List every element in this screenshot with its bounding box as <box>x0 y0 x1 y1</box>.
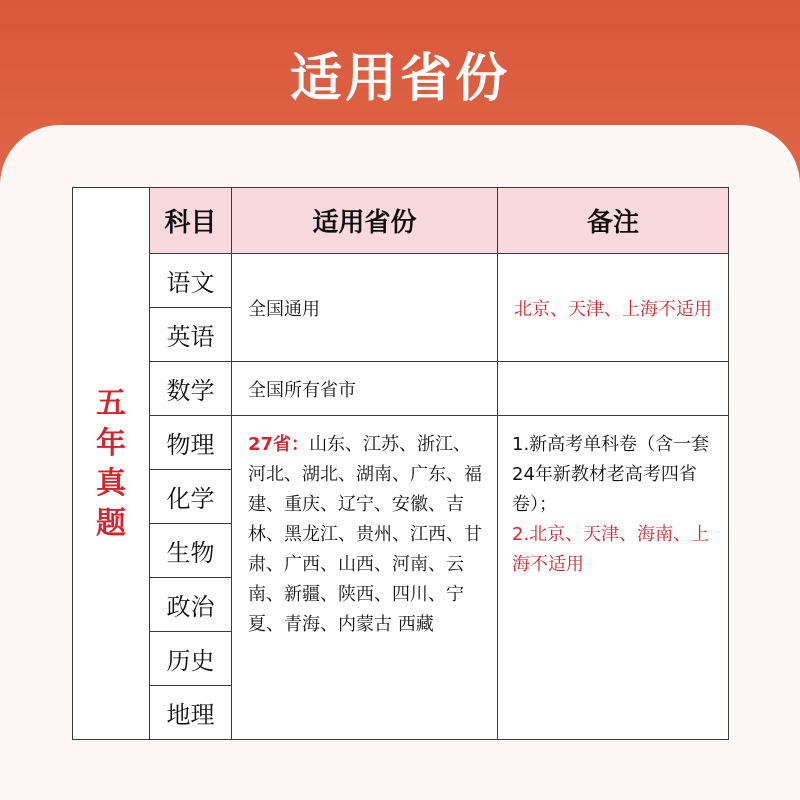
provinces-cell: 全国通用 <box>232 254 498 362</box>
header-notes: 备注 <box>498 188 729 254</box>
provinces-cell <box>232 416 498 740</box>
subject-cell: 政治 <box>150 578 232 632</box>
subject-cell: 语文 <box>150 254 232 308</box>
note-cell <box>498 416 729 740</box>
page-title: 适用省份 <box>289 49 510 109</box>
note-item-2: 2.北京、天津、海南、上海不适用 <box>512 524 710 575</box>
provinces-cell: 全国所有省市 <box>232 362 498 416</box>
province-list: 山东、江苏、浙江、河北、湖北、湖南、广东、福建、重庆、辽宁、安徽、吉林、黑龙江、贵州、江西、甘肃、广西、山西、河南、云南、新疆、陕西、四川、宁夏、青海、内蒙古 西藏 <box>248 434 482 635</box>
table-header-row <box>73 188 729 254</box>
header-subject: 科目 <box>150 188 232 254</box>
table-row <box>73 416 729 470</box>
note-item-1: 1.新高考单科卷（含一套24年新教材老高考四省卷）； <box>512 434 710 515</box>
subject-cell: 物理 <box>150 416 232 470</box>
subject-cell: 化学 <box>150 470 232 524</box>
side-cell <box>73 188 150 740</box>
subject-cell: 地理 <box>150 686 232 740</box>
subject-cell: 历史 <box>150 632 232 686</box>
side-label: 五年真题 <box>96 385 126 541</box>
table-row <box>73 254 729 308</box>
province-table <box>72 187 729 740</box>
header-provinces: 适用省份 <box>232 188 498 254</box>
subject-cell: 数学 <box>150 362 232 416</box>
note-cell: 北京、天津、上海不适用 <box>498 254 729 362</box>
note-cell <box>498 362 729 416</box>
subject-cell: 英语 <box>150 308 232 362</box>
subject-cell: 生物 <box>150 524 232 578</box>
table-row <box>73 362 729 416</box>
province-count-label: 27省： <box>248 434 310 455</box>
